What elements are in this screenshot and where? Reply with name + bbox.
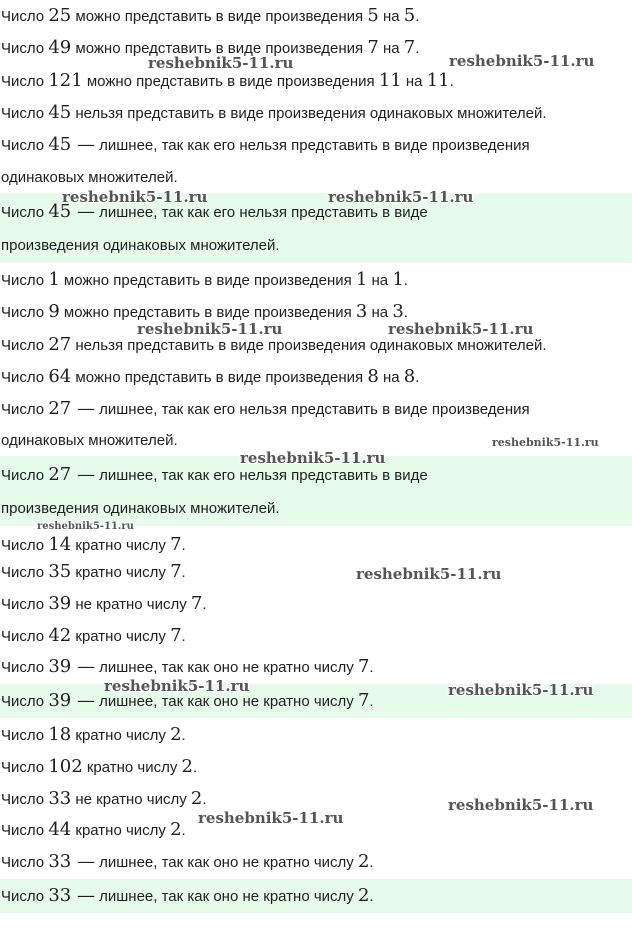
watermark: reshebnik5-11.ru [356,565,502,583]
text-line: Число 27 нельзя представить в виде произведения одинаковых множителей. [1,334,547,355]
watermark: reshebnik5-11.ru [448,681,594,699]
text-line: Число 9 можно представить в виде произведения 3 на 3. [1,301,408,322]
answer-line: Число 33 — лишнее, так как оно не кратно числу 2. [1,885,374,906]
text-line: одинаковых множителей. [1,169,178,186]
watermark: reshebnik5-11.ru [388,320,534,338]
text-line: Число 39 не кратно числу 7. [1,593,207,614]
text-line: Число 39 — лишнее, так как оно не кратно числу 7. [1,656,374,677]
watermark: reshebnik5-11.ru [198,809,344,827]
text-line: Число 121 можно представить в виде произведения 11 на 11. [1,70,454,91]
text-line: Число 27 — лишнее, так как его нельзя представить в виде произведения [1,398,530,419]
text-line: Число 64 можно представить в виде произведения 8 на 8. [1,366,420,387]
answer-line: Число 27 — лишнее, так как его нельзя представить в виде [1,464,428,485]
text-line: Число 49 можно представить в виде произведения 7 на 7. [1,37,420,58]
watermark: reshebnik5-11.ru [37,521,134,532]
watermark: reshebnik5-11.ru [104,677,250,695]
text-line: Число 1 можно представить в виде произведения 1 на 1. [1,269,408,290]
text-line: Число 33 не кратно числу 2. [1,788,207,809]
text-line: Число 44 кратно числу 2. [1,819,186,840]
text-line: Число 45 — лишнее, так как его нельзя представить в виде произведения [1,134,530,155]
answer-line: Число 39 — лишнее, так как оно не кратно числу 7. [1,690,374,711]
text-line: Число 33 — лишнее, так как оно не кратно числу 2. [1,851,374,872]
text-line: Число 18 кратно числу 2. [1,724,186,745]
watermark: reshebnik5-11.ru [148,54,294,72]
text-line: Число 25 можно представить в виде произведения 5 на 5. [1,5,420,26]
watermark: reshebnik5-11.ru [448,796,594,814]
text-line: Число 45 нельзя представить в виде произведения одинаковых множителей. [1,102,547,123]
text-line: Число 102 кратно числу 2. [1,756,198,777]
text-line: Число 35 кратно числу 7. [1,561,186,582]
answer-line: Число 45 — лишнее, так как его нельзя представить в виде [1,201,428,222]
answer-line: произведения одинаковых множителей. [1,500,280,517]
watermark: reshebnik5-11.ru [328,188,474,206]
text-line: Число 14 кратно числу 7. [1,534,186,555]
watermark: reshebnik5-11.ru [449,52,595,70]
text-line: Число 42 кратно числу 7. [1,625,186,646]
text-line: одинаковых множителей. [1,432,178,449]
answer-line: произведения одинаковых множителей. [1,237,280,254]
watermark: reshebnik5-11.ru [240,449,386,467]
watermark: reshebnik5-11.ru [492,436,599,449]
watermark: reshebnik5-11.ru [137,320,283,338]
watermark: reshebnik5-11.ru [62,188,208,206]
